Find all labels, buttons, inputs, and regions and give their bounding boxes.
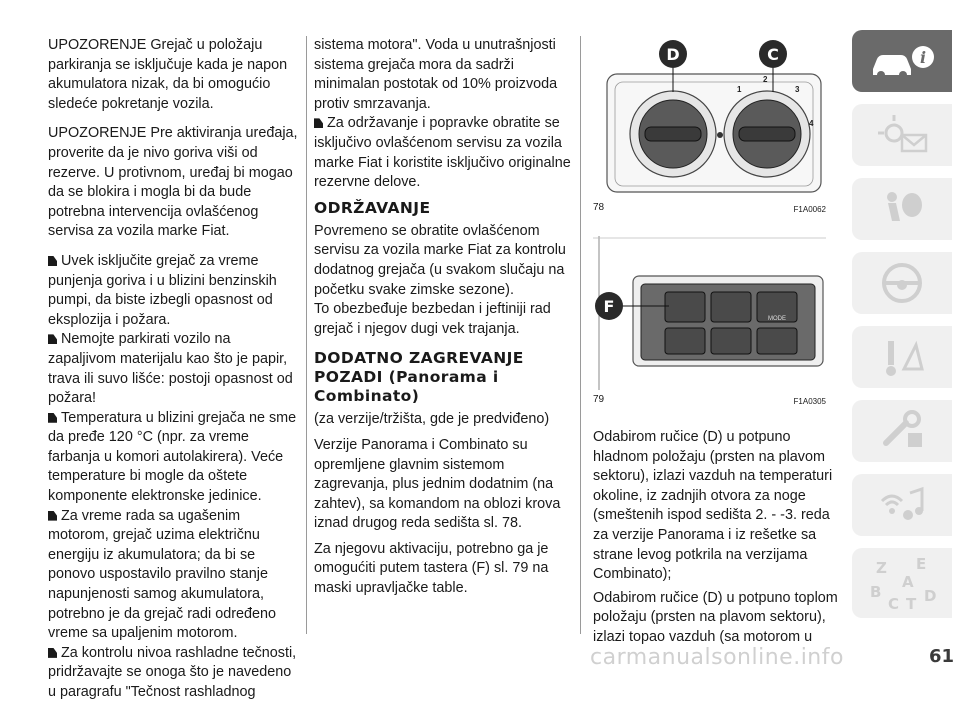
watermark: carmanualsonline.info	[590, 645, 844, 670]
tab-steering[interactable]	[852, 252, 952, 314]
tab-warning-lights[interactable]	[852, 104, 952, 166]
scale-mark: 4	[809, 119, 814, 128]
svg-text:D: D	[924, 587, 937, 605]
body-paragraph: Odabirom ručice (D) u potpuno toplom položaju (prsten na plavom sektoru), izlazi topao vazduh (sa motorom u	[593, 589, 838, 645]
tab-index[interactable]	[852, 548, 952, 618]
multimedia-icon	[872, 483, 932, 527]
body-paragraph: sistema motora". Voda u unutrašnjosti sistema grejača mora da sadrži minimalan postotak od 10% proizvoda protiv smrzavanja.	[314, 37, 558, 112]
airbag-icon	[872, 187, 932, 231]
figure-code: F1A0062	[793, 205, 826, 214]
mode-label: MODE	[768, 316, 786, 322]
warning-icon	[48, 334, 57, 344]
warning-item: Uvek isključite grejač za vreme punjenja goriva i u blizini benzinskih pumpi, da biste izbegli opasnost od eksplozija i požara.	[48, 252, 277, 328]
warning-lights-icon	[872, 113, 932, 157]
column-divider	[306, 36, 307, 634]
figure-78	[593, 34, 826, 216]
index-icon	[862, 553, 942, 613]
label-c: C	[767, 45, 779, 64]
label-f: F	[603, 297, 615, 316]
warning-icon	[48, 256, 57, 266]
dashboard-button-illustration	[593, 232, 826, 394]
warning-paragraph: UPOZORENJE Pre aktiviranja uređaja, proverite da je nivo goriva viši od rezerve. U protivnom, uređaj bi mogao da se blokira i mogla bi da bude potrebna intervencija ovlašćenog servisa za vozila marke Fiat.	[48, 125, 298, 240]
warning-item: Za održavanje i popravke obratite se isključivo ovlašćenom servisu za vozila marke Fiat i koristite isključivo originalne rezervne delove.	[314, 115, 571, 191]
svg-text:C: C	[888, 595, 900, 613]
column-2	[314, 36, 572, 609]
tab-car-info[interactable]	[852, 30, 952, 92]
section-heading: DODATNO ZAGREVANJE POZADI (Panorama i Combinato)	[314, 349, 524, 406]
section-heading: ODRŽAVANJE	[314, 198, 431, 217]
column-divider	[580, 36, 581, 634]
tab-service[interactable]	[852, 400, 952, 462]
svg-text:i: i	[919, 48, 927, 67]
figure-number: 79	[593, 394, 605, 405]
warning-icon	[314, 118, 323, 128]
svg-text:Z: Z	[876, 559, 887, 577]
heater-knobs-illustration	[593, 34, 826, 202]
body-paragraph: (za verzije/tržišta, gde je predviđeno)	[314, 411, 550, 428]
svg-text:A: A	[902, 573, 914, 591]
car-info-icon	[867, 41, 937, 81]
body-paragraph: Za njegovu aktivaciju, potrebno ga je omogućiti putem tastera (F) sl. 79 na maski upravljačke table.	[314, 540, 549, 597]
service-icon	[872, 409, 932, 453]
tab-airbag[interactable]	[852, 178, 952, 240]
column-1	[48, 36, 298, 703]
body-paragraph: Povremeno se obratite ovlašćenom servisu za vozila marke Fiat za kontrolu dodatnog grejača (u svakom slučaju na početku svake zimske sezone).	[314, 222, 566, 298]
svg-text:B: B	[870, 583, 882, 601]
warning-icon	[48, 511, 57, 521]
scale-mark: 3	[795, 85, 800, 94]
svg-text:E: E	[916, 555, 927, 573]
body-paragraph: Verzije Panorama i Combinato su opremljene glavnim sistemom zagrevanja, plus jednim dodatnim (na zahtev), sa komandom na oblozi krova iznad drugog reda sedišta sl. 78.	[314, 436, 561, 532]
warning-paragraph: UPOZORENJE Grejač u položaju parkiranja se isključuje kada je napon akumulatora nizak, da bi omogućio sledeće pokretanje vozila.	[48, 37, 288, 112]
scale-mark: 1	[737, 85, 742, 94]
label-d: D	[666, 45, 680, 64]
tab-breakdown[interactable]	[852, 326, 952, 388]
steering-wheel-icon	[872, 261, 932, 305]
scale-mark: 2	[763, 75, 768, 84]
svg-text:T: T	[906, 595, 917, 613]
tab-multimedia[interactable]	[852, 474, 952, 536]
warning-icon	[48, 648, 57, 658]
warning-icon	[48, 413, 57, 423]
body-paragraph: To obezbeđuje bezbedan i jeftiniji rad grejač i njegov dugi vek trajanja.	[314, 301, 551, 337]
warning-item: Za vreme rada sa ugašenim motorom, grejač uzima električnu energiju iz akumulatora; da bi se ponovo uspostavilo pravilno stanje napunjenosti samog akumulatora, potrebno je da grejač radi određeno vreme sa upaljenim motorom.	[48, 507, 277, 642]
body-paragraph: Odabirom ručice (D) u potpuno hladnom položaju (prsten na plavom sektoru), izlazi vazduh na temperaturi okoline, iz zadnjih otvora za noge (smeštenih ispod sedišta 2. - -3. reda za verzije Panorama i iz rešetke sa strane levog potkrila na verzijama Combinato);	[593, 429, 833, 583]
page-number: 61	[928, 646, 954, 667]
figure-79	[593, 232, 826, 410]
column-3	[593, 428, 843, 658]
warning-item: Za kontrolu nivoa rashladne tečnosti, pridržavajte se onoga što je navedeno u paragrafu "Tečnost rashladnog	[48, 644, 297, 700]
chapter-sidebar	[852, 30, 952, 630]
figure-number: 78	[593, 202, 605, 213]
breakdown-icon	[872, 335, 932, 379]
warning-item: Temperatura u blizini grejača ne sme da pređe 120 °C (npr. za vreme farbanja u komori autolakirera). Veće temperature bi mogle da oštete komponente elektronske jedinice.	[48, 409, 297, 505]
figure-code: F1A0305	[793, 397, 826, 406]
warning-item: Nemojte parkirati vozilo na zapaljivom materijalu kao što je papir, trava ili suvo lišće: postoji opasnost od požara!	[48, 331, 293, 407]
